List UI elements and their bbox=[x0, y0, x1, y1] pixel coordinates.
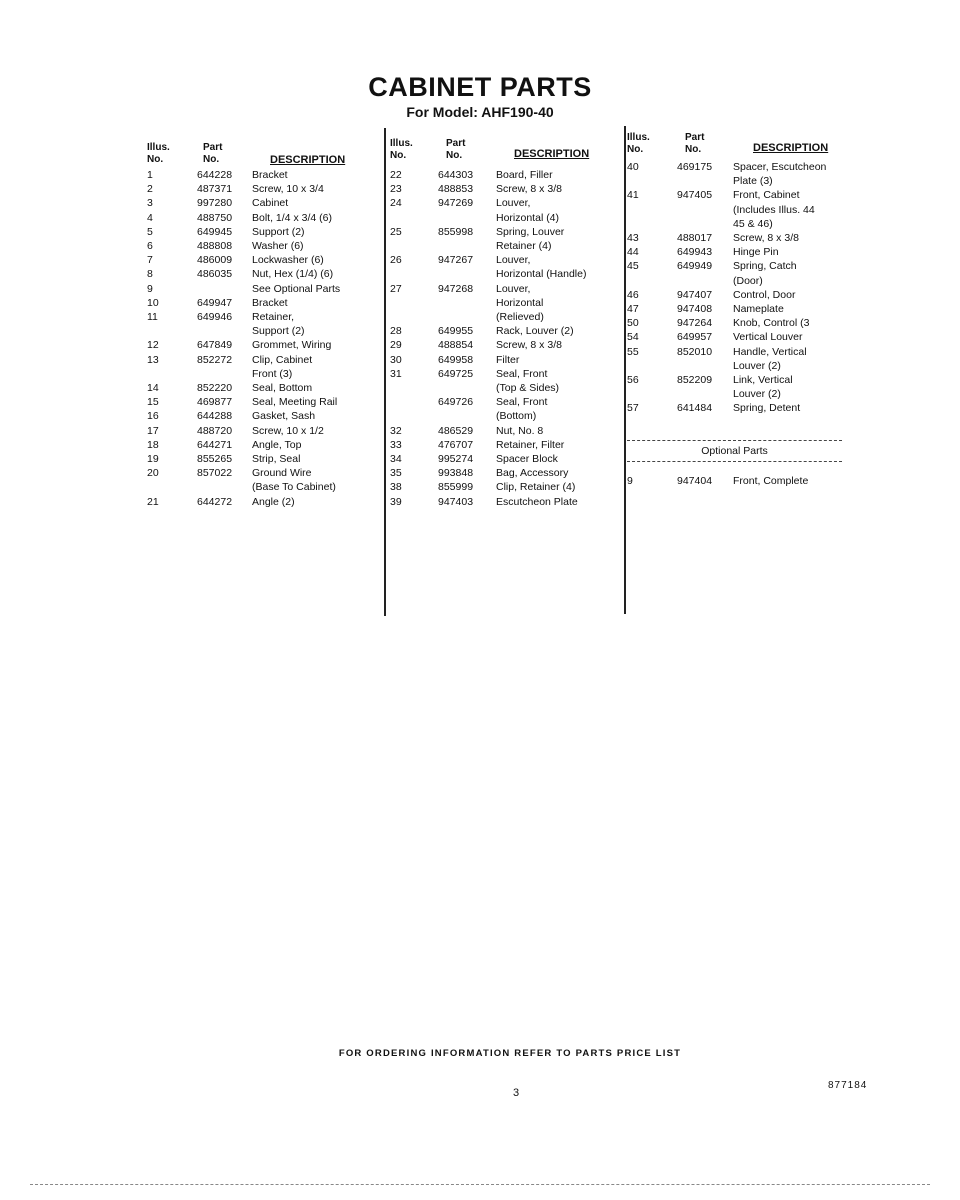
parts-row bbox=[390, 495, 616, 509]
illus-number: 14 bbox=[147, 382, 159, 395]
part-number: 649957 bbox=[677, 331, 713, 344]
part-description: Horizontal bbox=[496, 296, 544, 309]
parts-row bbox=[390, 196, 616, 210]
part-description: Screw, 8 x 3/8 bbox=[733, 232, 799, 245]
illus-number: 3 bbox=[147, 197, 153, 210]
parts-row bbox=[147, 480, 369, 494]
parts-row bbox=[147, 438, 369, 452]
parts-row bbox=[627, 373, 842, 387]
parts-row bbox=[390, 324, 616, 338]
part-number bbox=[677, 274, 733, 288]
illus-number: 47 bbox=[627, 303, 639, 316]
illus-number: 50 bbox=[627, 317, 639, 330]
part-description: Louver, bbox=[496, 282, 531, 295]
part-description: Angle, Top bbox=[252, 438, 302, 451]
illus-number bbox=[627, 217, 677, 231]
parts-row bbox=[627, 174, 842, 188]
part-description: Link, Vertical bbox=[733, 374, 793, 387]
optional-parts-list bbox=[627, 474, 842, 488]
optional-parts-label: Optional Parts bbox=[701, 444, 768, 457]
illus-number: 9 bbox=[627, 474, 633, 487]
part-description: Seal, Bottom bbox=[252, 382, 313, 395]
part-number bbox=[438, 211, 496, 225]
illus-number: 46 bbox=[627, 288, 639, 301]
parts-row bbox=[390, 239, 616, 253]
illus-number: 23 bbox=[390, 183, 402, 196]
ordering-info-footer: FOR ORDERING INFORMATION REFER TO PARTS PRICE LIST bbox=[338, 1048, 682, 1059]
part-description: Bag, Accessory bbox=[496, 467, 569, 480]
illus-number: 41 bbox=[627, 189, 639, 202]
parts-list bbox=[627, 160, 842, 416]
parts-row bbox=[627, 245, 842, 259]
part-description: Angle (2) bbox=[252, 495, 295, 508]
parts-row bbox=[390, 480, 616, 494]
illus-number: 1 bbox=[147, 169, 153, 181]
parts-row bbox=[147, 495, 369, 509]
illus-number: 22 bbox=[390, 169, 402, 181]
part-description: (Base To Cabinet) bbox=[252, 481, 336, 494]
part-number: 947267 bbox=[438, 254, 474, 267]
part-number: 947264 bbox=[677, 317, 713, 330]
illus-number bbox=[390, 211, 438, 225]
parts-row bbox=[147, 338, 369, 352]
part-number: 486009 bbox=[197, 254, 233, 267]
parts-row bbox=[390, 168, 616, 182]
parts-row bbox=[627, 330, 842, 344]
part-description: Nameplate bbox=[733, 303, 784, 316]
parts-row bbox=[390, 267, 616, 281]
scan-artifact-line bbox=[30, 1184, 930, 1185]
parts-column-3 bbox=[627, 128, 842, 488]
illus-number: 45 bbox=[627, 260, 639, 273]
parts-row bbox=[147, 211, 369, 225]
parts-row bbox=[627, 302, 842, 316]
parts-row bbox=[147, 182, 369, 196]
parts-column-2 bbox=[390, 128, 616, 509]
part-number: 488720 bbox=[197, 424, 233, 437]
illus-number: 39 bbox=[390, 495, 402, 508]
parts-row bbox=[147, 466, 369, 480]
parts-row bbox=[390, 367, 616, 381]
part-number: 486035 bbox=[197, 268, 233, 281]
illus-number: 43 bbox=[627, 232, 639, 245]
parts-row bbox=[147, 168, 369, 182]
part-number: 649958 bbox=[438, 353, 474, 366]
parts-row bbox=[147, 409, 369, 423]
parts-row bbox=[147, 452, 369, 466]
divider bbox=[627, 440, 842, 441]
part-description: See Optional Parts bbox=[252, 282, 341, 295]
parts-row bbox=[147, 324, 369, 338]
illus-number bbox=[390, 381, 438, 395]
part-number bbox=[438, 381, 496, 395]
illus-number bbox=[147, 324, 197, 338]
part-description: Hinge Pin bbox=[733, 246, 779, 259]
parts-row bbox=[390, 282, 616, 296]
part-description: Bracket bbox=[252, 169, 288, 181]
part-description: Knob, Control (3 bbox=[733, 317, 810, 330]
illus-header: Illus. No. bbox=[147, 142, 170, 165]
part-description: Strip, Seal bbox=[252, 453, 301, 466]
illus-number: 9 bbox=[147, 282, 153, 295]
illus-number: 7 bbox=[147, 254, 153, 267]
part-description: 45 & 46) bbox=[733, 217, 773, 230]
part-number: 644303 bbox=[438, 169, 474, 181]
illus-number: 2 bbox=[147, 183, 153, 196]
part-number: 857022 bbox=[197, 467, 233, 480]
part-number bbox=[197, 367, 252, 381]
part-number bbox=[677, 217, 733, 231]
parts-row bbox=[627, 274, 842, 288]
part-description: Vertical Louver bbox=[733, 331, 803, 344]
part-description: Clip, Cabinet bbox=[252, 353, 313, 366]
parts-row bbox=[390, 452, 616, 466]
parts-row bbox=[390, 182, 616, 196]
column-header bbox=[390, 128, 616, 168]
part-number bbox=[677, 387, 733, 401]
illus-number bbox=[147, 367, 197, 381]
part-description: Handle, Vertical bbox=[733, 345, 807, 358]
illus-number bbox=[147, 480, 197, 494]
part-number: 855999 bbox=[438, 481, 474, 494]
illus-number: 25 bbox=[390, 225, 402, 238]
illus-number bbox=[627, 174, 677, 188]
part-number: 995274 bbox=[438, 453, 474, 466]
part-description: Bolt, 1/4 x 3/4 (6) bbox=[252, 211, 332, 224]
part-number bbox=[438, 239, 496, 253]
parts-row bbox=[390, 225, 616, 239]
part-number: 476707 bbox=[438, 438, 474, 451]
parts-list bbox=[390, 168, 616, 509]
part-description: Clip, Retainer (4) bbox=[496, 481, 576, 494]
part-number: 647849 bbox=[197, 339, 233, 352]
illus-number bbox=[627, 387, 677, 401]
column-divider-2 bbox=[624, 126, 626, 614]
part-description: Support (2) bbox=[252, 325, 305, 338]
document-id: 877184 bbox=[828, 1080, 868, 1091]
part-number: 488808 bbox=[197, 240, 233, 253]
part-number: 649726 bbox=[438, 396, 474, 409]
part-number: 644271 bbox=[197, 438, 233, 451]
illus-number: 19 bbox=[147, 453, 159, 466]
part-number: 947407 bbox=[677, 288, 713, 301]
part-number: 644288 bbox=[197, 410, 233, 423]
parts-row bbox=[147, 353, 369, 367]
part-number bbox=[438, 267, 496, 281]
part-number: 852010 bbox=[677, 345, 713, 358]
part-description: Horizontal (Handle) bbox=[496, 268, 587, 281]
illus-number: 13 bbox=[147, 353, 159, 366]
illus-number: 30 bbox=[390, 353, 402, 366]
illus-number: 54 bbox=[627, 331, 639, 344]
parts-row bbox=[390, 466, 616, 480]
illus-number: 12 bbox=[147, 339, 159, 352]
part-description: Screw, 10 x 1/2 bbox=[252, 424, 324, 437]
part-number: 649947 bbox=[197, 296, 233, 309]
part-number: 649945 bbox=[197, 225, 233, 238]
part-number: 487371 bbox=[197, 183, 233, 196]
description-header: DESCRIPTION bbox=[514, 148, 590, 160]
part-number: 488853 bbox=[438, 183, 474, 196]
illus-number: 8 bbox=[147, 268, 153, 281]
part-number: 852209 bbox=[677, 374, 713, 387]
illus-number: 33 bbox=[390, 438, 402, 451]
parts-row bbox=[390, 296, 616, 310]
parts-row bbox=[627, 231, 842, 245]
part-description: Ground Wire bbox=[252, 467, 312, 480]
part-description: Screw, 8 x 3/8 bbox=[496, 339, 562, 352]
column-header bbox=[147, 128, 369, 168]
part-description: Control, Door bbox=[733, 288, 796, 301]
part-description: Rack, Louver (2) bbox=[496, 325, 574, 338]
part-description: Spacer, Escutcheon bbox=[733, 161, 827, 173]
part-number: 469877 bbox=[197, 396, 233, 409]
part-number: 649949 bbox=[677, 260, 713, 273]
parts-row bbox=[147, 296, 369, 310]
parts-row bbox=[390, 253, 616, 267]
model-subtitle: For Model: AHF190-40 bbox=[406, 104, 554, 120]
part-description: Seal, Front bbox=[496, 396, 548, 409]
part-description: Grommet, Wiring bbox=[252, 339, 332, 352]
parts-row bbox=[390, 424, 616, 438]
parts-row bbox=[627, 217, 842, 231]
part-number: 649955 bbox=[438, 325, 474, 338]
parts-row bbox=[147, 196, 369, 210]
illus-number bbox=[390, 395, 438, 409]
part-header: Part No. bbox=[203, 142, 223, 165]
illus-number: 56 bbox=[627, 374, 639, 387]
part-number: 852272 bbox=[197, 353, 233, 366]
part-description: Horizontal (4) bbox=[496, 211, 560, 224]
illus-number: 11 bbox=[147, 311, 158, 324]
part-description: Screw, 10 x 3/4 bbox=[252, 183, 324, 196]
part-number: 855998 bbox=[438, 225, 474, 238]
part-description: Nut, Hex (1/4) (6) bbox=[252, 268, 334, 281]
part-description: Front, Complete bbox=[733, 474, 809, 487]
parts-row bbox=[390, 353, 616, 367]
description-header: DESCRIPTION bbox=[270, 154, 346, 166]
illus-header: Illus. No. bbox=[390, 138, 413, 161]
part-number: 488750 bbox=[197, 211, 233, 224]
part-number: 852220 bbox=[197, 382, 233, 395]
part-description: Spring, Catch bbox=[733, 260, 797, 273]
illus-number: 20 bbox=[147, 467, 159, 480]
part-number: 469175 bbox=[677, 161, 713, 173]
optional-parts-section bbox=[627, 440, 842, 488]
part-description: (Door) bbox=[733, 274, 763, 287]
part-number: 644228 bbox=[197, 169, 233, 181]
parts-row bbox=[147, 395, 369, 409]
part-description: Lockwasher (6) bbox=[252, 254, 324, 267]
illus-number: 17 bbox=[147, 424, 159, 437]
parts-row bbox=[390, 310, 616, 324]
parts-row bbox=[147, 424, 369, 438]
illus-number: 34 bbox=[390, 453, 402, 466]
illus-number: 15 bbox=[147, 396, 159, 409]
illus-number: 10 bbox=[147, 296, 159, 309]
parts-row bbox=[147, 381, 369, 395]
illus-number: 55 bbox=[627, 345, 639, 358]
part-number: 644272 bbox=[197, 495, 233, 508]
part-description: Louver (2) bbox=[733, 388, 781, 401]
illus-number: 31 bbox=[390, 367, 402, 380]
part-description: Retainer (4) bbox=[496, 240, 552, 253]
part-description: Support (2) bbox=[252, 225, 305, 238]
illus-number bbox=[390, 409, 438, 423]
part-description: (Includes Illus. 44 bbox=[733, 203, 815, 216]
part-number: 993848 bbox=[438, 467, 474, 480]
page-number: 3 bbox=[513, 1087, 520, 1099]
illus-number bbox=[390, 267, 438, 281]
part-number bbox=[677, 174, 733, 188]
part-number: 997280 bbox=[197, 197, 233, 210]
parts-row bbox=[627, 359, 842, 373]
illus-number: 21 bbox=[147, 495, 159, 508]
illus-number bbox=[390, 239, 438, 253]
illus-number: 57 bbox=[627, 402, 639, 415]
part-description: Washer (6) bbox=[252, 240, 304, 253]
part-description: Cabinet bbox=[252, 197, 289, 210]
parts-row bbox=[390, 409, 616, 423]
part-number bbox=[197, 282, 252, 296]
description-header: DESCRIPTION bbox=[753, 142, 829, 154]
part-description: (Bottom) bbox=[496, 410, 537, 423]
part-description: Screw, 8 x 3/8 bbox=[496, 183, 562, 196]
illus-number: 27 bbox=[390, 282, 402, 295]
illus-number bbox=[627, 274, 677, 288]
part-description: Escutcheon Plate bbox=[496, 495, 578, 508]
part-description: (Relieved) bbox=[496, 311, 544, 324]
part-description: Louver, bbox=[496, 254, 531, 267]
illus-number: 18 bbox=[147, 438, 159, 451]
illus-number: 16 bbox=[147, 410, 159, 423]
part-number: 947403 bbox=[438, 495, 474, 508]
parts-row bbox=[627, 203, 842, 217]
parts-row bbox=[627, 345, 842, 359]
part-description: Louver, bbox=[496, 197, 531, 210]
parts-row bbox=[627, 160, 842, 174]
parts-row bbox=[147, 310, 369, 324]
part-description: Louver (2) bbox=[733, 359, 781, 372]
illus-number bbox=[390, 296, 438, 310]
part-number bbox=[438, 310, 496, 324]
part-description: Plate (3) bbox=[733, 175, 773, 188]
illus-number bbox=[390, 310, 438, 324]
part-number: 947269 bbox=[438, 197, 474, 210]
illus-number: 26 bbox=[390, 254, 402, 267]
part-number bbox=[677, 203, 733, 217]
part-header: Part No. bbox=[685, 132, 705, 155]
parts-row bbox=[390, 338, 616, 352]
illus-number bbox=[627, 359, 677, 373]
part-header: Part No. bbox=[446, 138, 466, 161]
part-number: 855265 bbox=[197, 453, 233, 466]
part-number bbox=[197, 480, 252, 494]
parts-row bbox=[147, 225, 369, 239]
part-number: 649946 bbox=[197, 311, 233, 324]
parts-row bbox=[147, 239, 369, 253]
part-description: Front (3) bbox=[252, 367, 293, 380]
part-description: Board, Filler bbox=[496, 169, 553, 181]
parts-row bbox=[627, 474, 842, 488]
part-description: Filter bbox=[496, 353, 520, 366]
part-description: Nut, No. 8 bbox=[496, 424, 544, 437]
part-number: 488017 bbox=[677, 232, 713, 245]
illus-number bbox=[627, 203, 677, 217]
part-number: 486529 bbox=[438, 424, 474, 437]
illus-number: 44 bbox=[627, 246, 639, 259]
parts-row bbox=[627, 401, 842, 415]
illus-number: 24 bbox=[390, 197, 402, 210]
part-description: Spacer Block bbox=[496, 453, 558, 466]
illus-number: 38 bbox=[390, 481, 402, 494]
illus-header: Illus. No. bbox=[627, 132, 650, 155]
part-description: Seal, Meeting Rail bbox=[252, 396, 338, 409]
part-number: 947408 bbox=[677, 303, 713, 316]
part-number: 947405 bbox=[677, 189, 713, 202]
part-description: Front, Cabinet bbox=[733, 189, 800, 202]
part-number: 649725 bbox=[438, 367, 474, 380]
part-number bbox=[438, 409, 496, 423]
parts-row bbox=[627, 188, 842, 202]
illus-number: 28 bbox=[390, 325, 402, 338]
illus-number: 35 bbox=[390, 467, 402, 480]
column-header bbox=[627, 128, 842, 160]
part-description: (Top & Sides) bbox=[496, 382, 560, 395]
part-number: 641484 bbox=[677, 402, 713, 415]
parts-row bbox=[627, 288, 842, 302]
parts-row bbox=[390, 381, 616, 395]
part-number bbox=[677, 359, 733, 373]
illus-number: 4 bbox=[147, 211, 153, 224]
part-description: Seal, Front bbox=[496, 367, 548, 380]
parts-row bbox=[147, 267, 369, 281]
parts-row bbox=[390, 211, 616, 225]
parts-column-1 bbox=[147, 128, 369, 509]
parts-row bbox=[627, 259, 842, 273]
part-number: 488854 bbox=[438, 339, 474, 352]
parts-row bbox=[390, 438, 616, 452]
part-number: 649943 bbox=[677, 246, 713, 259]
illus-number: 6 bbox=[147, 240, 153, 253]
part-description: Retainer, Filter bbox=[496, 438, 565, 451]
part-description: Gasket, Sash bbox=[252, 410, 316, 423]
page-title: CABINET PARTS bbox=[368, 72, 592, 102]
part-description: Spring, Louver bbox=[496, 225, 565, 238]
parts-row bbox=[147, 253, 369, 267]
illus-number: 5 bbox=[147, 225, 153, 238]
parts-row bbox=[147, 367, 369, 381]
part-description: Retainer, bbox=[252, 311, 295, 324]
part-number: 947268 bbox=[438, 282, 474, 295]
parts-list bbox=[147, 168, 369, 509]
parts-row bbox=[147, 282, 369, 296]
part-number: 947404 bbox=[677, 474, 713, 487]
part-number bbox=[438, 296, 496, 310]
parts-row bbox=[627, 387, 842, 401]
divider bbox=[627, 461, 842, 462]
part-description: Spring, Detent bbox=[733, 402, 801, 415]
illus-number: 32 bbox=[390, 424, 402, 437]
illus-number: 29 bbox=[390, 339, 402, 352]
illus-number: 40 bbox=[627, 161, 639, 173]
part-number bbox=[197, 324, 252, 338]
parts-row bbox=[627, 316, 842, 330]
part-description: Bracket bbox=[252, 296, 288, 309]
parts-row bbox=[390, 395, 616, 409]
column-divider-1 bbox=[384, 128, 386, 616]
